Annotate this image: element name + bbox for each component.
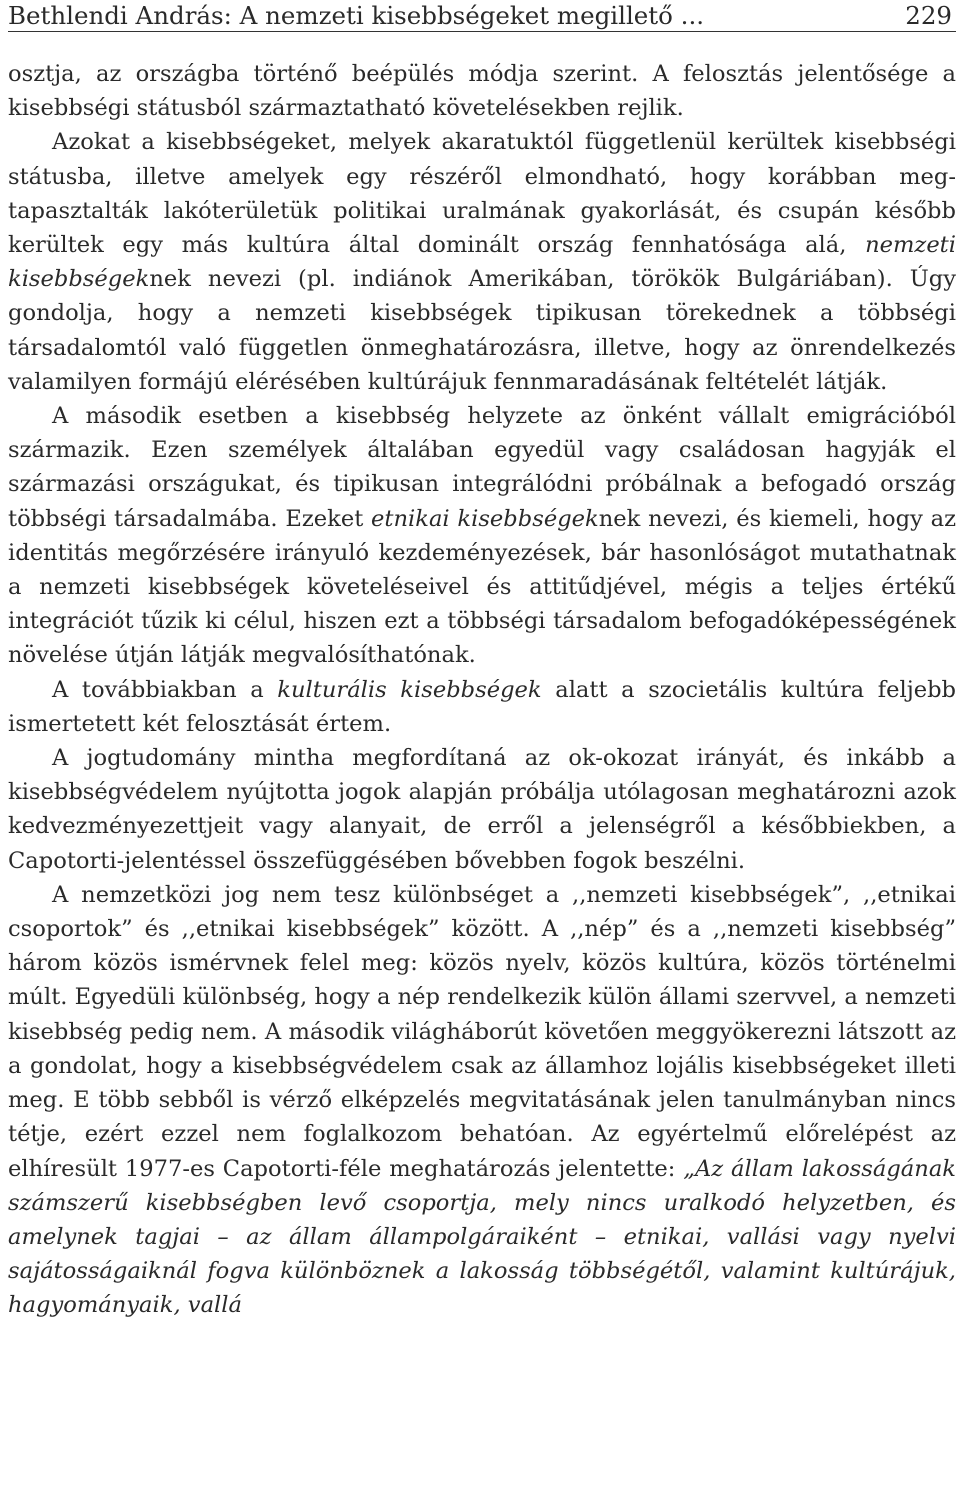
italic-term: nemzeti kisebbségek [8,232,956,293]
paragraph [8,399,956,673]
italic-term: „Az állam lakosságának számszerű kisebbségben levő csoportja, mely nincs uralkodó helyzetben, és amelynek tagjai – az állam állampolgáraiként – etnikai, vallási vagy nyelvi sajátosságaiknál fogva különböznek a lakosság többségétől, valamint kultúrájuk, hagyományaik, vallá [8,1155,956,1319]
paragraph [8,673,956,741]
text-run: A továbbiakban a [52,676,278,703]
paragraph [8,741,956,878]
text-run: nek nevezi (pl. indiánok Amerikában, törökök Bulgáriában). Úgy gondolja, hogy a nemzeti kisebbségek tipikusan törekednek a többségi társadalomtól való független önmeghatározásra, illetve, hogy az önrendelkezés valamilyen formájú elérésében kultúrájuk fennmaradásának feltételét látják. [8,266,956,395]
text-run: nek nevezi, és kiemeli, hogy az identitás megőrzésére irányuló kezdeményezések, bár hasonlóságot mutathatnak a nemzeti kisebbségek követeléseivel és attitűdjével, mégis a teljes értékű integrációt tűzik ki célul, hiszen ezt a többségi társadalom befogadóképességének növelése útján látják megvalósíthatónak. [8,505,956,669]
paragraph [8,125,956,399]
page-number: 229 [905,1,952,30]
text-run: Azokat a kisebbségeket, melyek akaratuktól függetlenül kerültek kisebbségi státusba, illetve amelyek egy részéről elmondható, hogy korábban megtapasztalták lakóterületük politikai uralmának gyakorlását, és csupán később kerültek egy más kultúra által dominált ország fennhatósága alá, [8,129,956,259]
text-run: A nemzetközi jog nem tesz különbséget a ,,nemzeti kisebbségek”, ,,etnikai csoportok” és ,,etnikai kisebbségek” között. A ,,nép” és a ,,nemzeti kisebbség” három közös ismérvnek felel meg: közös nyelv, közös kultúra, közös történelmi múlt. Egyedüli különbség, hogy a nép rendelkezik külön állami szervvel, a nemzeti kisebbség pedig nem. A második világháborút követően meggyökerezni látszott az a gondolat, hogy a kisebbségvédelem csak az államhoz lojális kisebbségeket illeti meg. E több sebből is vérző elképzelés megvitatásának jelen tanulmányban nincs tétje, ezért ezzel nem foglalkozom behatóan. Az egyértelmű előrelépést az elhíresült 1977-es Capotorti-féle meghatározás jelentette: [8,881,956,1182]
italic-term: etnikai kisebbségek [371,505,599,532]
running-header [8,0,956,32]
text-run: A második esetben a kisebbség helyzete az önként vállalt emigrációból származik. Ezen személyek általában egyedül vagy családosan hagyják el származási országukat, és tipikusan integrálódni próbálnak a befogadó ország többségi társadalmába. Ezeket [8,403,956,532]
book-page [8,0,956,1323]
text-run: osztja, az országba történő beépülés módja szerint. A felosztás jelentősége a kisebbségi státusból származtatható követelésekben rejlik. [8,61,956,122]
paragraph [8,878,956,1323]
paragraph [8,57,956,125]
text-run: alatt a szocietális kultúra feljebb ismertetett két felosztását értem. [8,676,956,737]
body-text [8,57,956,1323]
text-run: A jogtudomány mintha megfordítaná az ok-okozat irányát, és inkább a kisebbségvédelem nyújtotta jogok alapján próbálja utólagosan meghatározni azok kedvezményezettjeit vagy alanyait, de erről a jelenségről a későbbiekben, a Capotorti-jelentéssel összefüggésében bővebben fogok beszélni. [8,745,956,874]
italic-term: kulturális kisebbségek [277,676,542,703]
running-title: Bethlendi András: A nemzeti kisebbségeket megillető ... [8,1,705,30]
